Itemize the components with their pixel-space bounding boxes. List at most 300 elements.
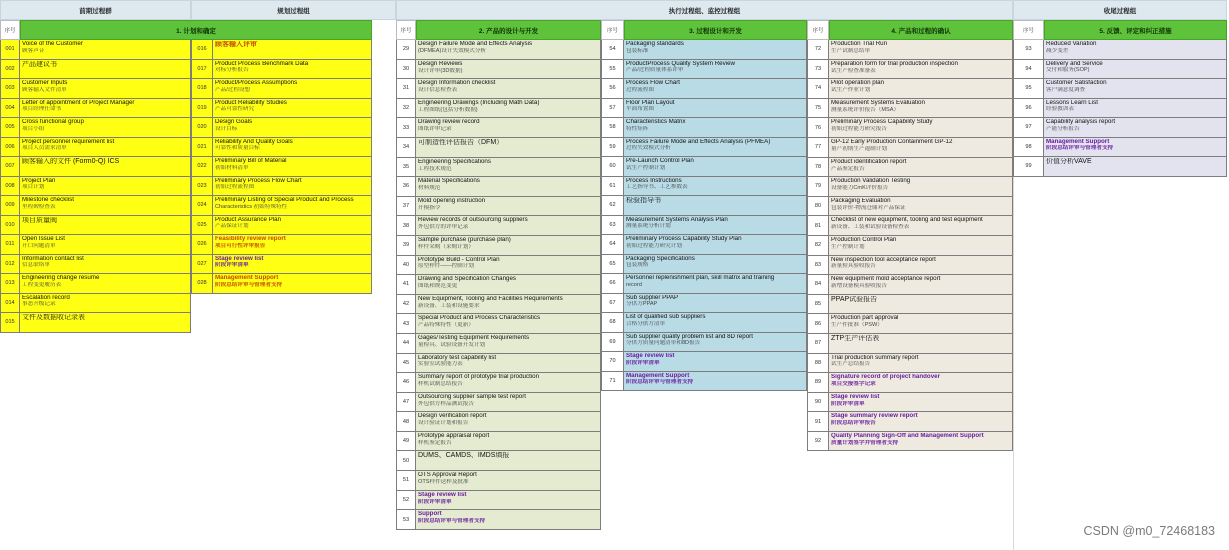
- deliverable-name: Process Failure Mode and Effects Analysis (PFMEA): [626, 138, 771, 145]
- section-number-header: 序号: [1013, 20, 1044, 40]
- table-row: [807, 197, 1013, 217]
- row-number: 73: [807, 60, 829, 79]
- deliverable-cell: [829, 412, 1013, 431]
- deliverable-cell: [829, 197, 1013, 216]
- table-row: [1013, 99, 1227, 119]
- row-number: 003: [0, 79, 20, 98]
- deliverable-name-zh: 量检具、试验设备开发计划: [418, 341, 486, 348]
- deliverable-name: Stage review list: [215, 255, 264, 262]
- table-row: [396, 451, 601, 471]
- deliverable-name: Pre-Launch Control Plan: [626, 158, 694, 164]
- table-row: [601, 157, 807, 177]
- table-row: [807, 138, 1013, 158]
- table-row: [601, 177, 807, 197]
- deliverable-name: Reduced Variation: [1046, 41, 1097, 47]
- deliverable-cell: [829, 60, 1013, 79]
- row-number: 028: [191, 274, 213, 293]
- table-row: [191, 138, 372, 158]
- table-row: [807, 275, 1013, 295]
- deliverable-name: Delivery and Service: [1046, 60, 1103, 67]
- table-row: [1013, 138, 1227, 158]
- table-row: [191, 157, 372, 177]
- row-number: 50: [396, 451, 416, 470]
- row-number: 99: [1013, 157, 1044, 176]
- table-row: [601, 352, 807, 372]
- deliverable-name-zh: 产品/过程设想: [215, 86, 251, 93]
- table-row: [396, 314, 601, 334]
- table-row: [807, 373, 1013, 393]
- deliverable-name-zh: 测量系统评价报告（MSA）: [831, 106, 900, 113]
- deliverable-name: Information contact list: [22, 255, 84, 262]
- row-number: 94: [1013, 60, 1044, 79]
- deliverable-name: Characteristics Matrix: [626, 119, 686, 125]
- deliverable-name: Voice of the Customer: [22, 41, 83, 47]
- deliverable-cell: [1044, 138, 1227, 157]
- row-number: 009: [0, 196, 20, 215]
- deliverable-cell: [213, 235, 372, 254]
- deliverable-name: Letter of appointment of Project Manager: [22, 99, 135, 106]
- deliverable-name-zh: 量产初期生产遏制计划: [831, 145, 887, 152]
- deliverable-cell: [213, 138, 372, 157]
- deliverable-name: 顾客输入的文件 (Form0-Q) ICS: [22, 158, 120, 165]
- deliverable-cell: [1044, 79, 1227, 98]
- deliverable-name: Production Validation Testing: [831, 178, 911, 185]
- deliverable-cell: [1044, 118, 1227, 137]
- deliverable-cell: [829, 177, 1013, 196]
- deliverable-cell: [416, 275, 601, 294]
- deliverable-cell: [20, 313, 191, 332]
- deliverable-name-zh: 材料规范: [418, 185, 441, 192]
- deliverable-cell: [416, 197, 601, 216]
- deliverable-name: Management Support: [1046, 138, 1110, 145]
- deliverable-cell: [624, 196, 807, 215]
- row-number: 016: [191, 40, 213, 59]
- row-number: 46: [396, 373, 416, 392]
- deliverable-cell: [213, 196, 372, 215]
- deliverable-cell: [20, 255, 191, 274]
- row-number: 32: [396, 99, 416, 118]
- row-number: 40: [396, 256, 416, 275]
- deliverable-name-zh: 减少变差: [1046, 47, 1069, 54]
- table-row: [396, 471, 601, 491]
- table-row: [396, 275, 601, 295]
- deliverable-cell: [20, 294, 191, 313]
- table-row: [191, 216, 372, 236]
- deliverable-name: Preparation form for trial production inspection: [831, 60, 958, 67]
- table-row: [807, 393, 1013, 413]
- deliverable-cell: [416, 334, 601, 353]
- table-row: [601, 255, 807, 275]
- deliverable-name-zh: 样机试制总结报告: [418, 381, 463, 388]
- deliverable-name: Stage review list: [831, 393, 880, 400]
- table-row: [191, 235, 372, 255]
- deliverable-name-zh: 样件采购（采购计划）: [418, 243, 474, 250]
- deliverable-name-zh: 产品可靠性研究: [215, 106, 255, 113]
- deliverable-name: Product identification report: [831, 158, 907, 165]
- deliverable-cell: [829, 256, 1013, 275]
- row-number: 49: [396, 432, 416, 451]
- deliverable-name: Open Issue List: [22, 236, 65, 242]
- section-title: 3. 过程设计和开发: [624, 20, 807, 40]
- row-number: 69: [601, 333, 624, 352]
- deliverable-cell: [20, 274, 191, 293]
- row-number: 92: [807, 432, 829, 451]
- deliverable-cell: [829, 314, 1013, 333]
- row-number: 78: [807, 158, 829, 177]
- table-row: [396, 236, 601, 256]
- deliverable-cell: [416, 158, 601, 177]
- phase-header: 前期过程群: [0, 0, 191, 20]
- deliverable-name-zh: 项目计划: [22, 184, 45, 191]
- deliverable-name: Mold opening instruction: [418, 197, 486, 204]
- deliverable-name-zh: 平面布置图: [626, 106, 654, 113]
- table-row: [0, 313, 191, 333]
- section-number-header: 序号: [396, 20, 416, 40]
- table-row: [0, 99, 191, 119]
- deliverable-name-zh: 工程变更履历表: [22, 281, 62, 288]
- deliverable-name-zh: 阶段总结评审与管理者支持: [1046, 145, 1114, 152]
- deliverable-cell: [1044, 40, 1227, 59]
- row-number: 008: [0, 177, 20, 196]
- row-number: 90: [807, 393, 829, 412]
- deliverable-cell: [20, 99, 191, 118]
- deliverable-name-zh: 阶段总结评审与管理者支持: [626, 379, 694, 386]
- deliverable-name: Customer Satisfaction: [1046, 80, 1107, 86]
- deliverable-name-zh: 项目小组: [22, 125, 45, 132]
- column-product-design: [396, 40, 601, 530]
- deliverable-name: Review records of outsourcing suppliers: [418, 217, 528, 224]
- row-number: 013: [0, 274, 20, 293]
- row-number: 62: [601, 196, 624, 215]
- deliverable-name-zh: 质量计划签字并管理者支持: [831, 439, 899, 446]
- row-number: 001: [0, 40, 20, 59]
- deliverable-name-zh: 初始过程能力研究报告: [831, 126, 887, 133]
- deliverable-name: Engineering change resume: [22, 275, 100, 281]
- row-number: 65: [601, 255, 624, 274]
- row-number: 004: [0, 99, 20, 118]
- deliverable-name-zh: 分供方PPAP: [626, 301, 658, 308]
- deliverable-name: 文件及数据收记录表: [22, 314, 85, 321]
- deliverable-name-zh: 外包供方样品测试报告: [418, 400, 474, 407]
- table-row: [601, 372, 807, 392]
- deliverable-cell: [213, 274, 372, 293]
- row-number: 77: [807, 138, 829, 157]
- table-row: [601, 196, 807, 216]
- row-number: 61: [601, 177, 624, 196]
- row-number: 60: [601, 157, 624, 176]
- deliverable-cell: [416, 256, 601, 275]
- row-number: 021: [191, 138, 213, 157]
- deliverable-name: Laboratory test capability list: [418, 354, 497, 361]
- deliverable-name: Project personnel requirement list: [22, 138, 115, 145]
- deliverable-cell: [624, 99, 807, 118]
- table-row: [396, 354, 601, 374]
- row-number: 006: [0, 138, 20, 157]
- deliverable-name: Production part approval: [831, 315, 899, 322]
- row-number: 55: [601, 60, 624, 79]
- deliverable-name-zh: 项目经理任命书: [22, 106, 62, 113]
- table-row: [396, 158, 601, 178]
- deliverable-cell: [624, 313, 807, 332]
- deliverable-name-zh: 外包供方的评审记录: [418, 224, 469, 231]
- deliverable-cell: [829, 393, 1013, 412]
- deliverable-name-zh: 项目交接签字记录: [831, 381, 876, 388]
- row-number: 71: [601, 372, 624, 391]
- deliverable-name-zh: 包装评价-物流仓储对产品保证: [831, 204, 906, 211]
- deliverable-cell: [624, 138, 807, 157]
- row-number: 010: [0, 216, 20, 235]
- phase-header-row: [0, 0, 1229, 20]
- row-number: 027: [191, 255, 213, 274]
- column-validation: [807, 40, 1013, 451]
- table-row: [807, 256, 1013, 276]
- deliverable-name: Process Flow Chart: [626, 80, 680, 86]
- deliverable-name: Drawing and Specification Changes: [418, 276, 517, 283]
- deliverable-name: ZTP生产评估表: [831, 334, 880, 342]
- deliverable-name-zh: 试生产作业计划: [831, 87, 871, 94]
- table-row: [191, 79, 372, 99]
- table-row: [601, 294, 807, 314]
- table-row: [0, 79, 191, 99]
- deliverable-name: Capability analysis report: [1046, 119, 1116, 125]
- deliverable-name-zh: 生产控制计划: [831, 243, 865, 250]
- phase-header: 收尾过程组: [1013, 0, 1227, 20]
- table-row: [601, 118, 807, 138]
- deliverable-cell: [416, 393, 601, 412]
- table-row: [601, 60, 807, 80]
- deliverable-cell: [213, 118, 372, 137]
- row-number: 43: [396, 314, 416, 333]
- deliverable-name-zh: 包装规格: [626, 262, 649, 269]
- deliverable-name-zh: 试生产总结报告: [831, 361, 871, 368]
- deliverable-name: Engineering Drawings (Including Math Data): [418, 99, 540, 106]
- row-number: 80: [807, 197, 829, 216]
- row-number: 67: [601, 294, 624, 313]
- deliverable-cell: [416, 451, 601, 470]
- section-number-header: 序号: [0, 20, 20, 40]
- table-row: [807, 177, 1013, 197]
- section-number-header: 序号: [601, 20, 624, 40]
- deliverable-name: Floor Plan Layout: [626, 99, 675, 106]
- row-number: 018: [191, 79, 213, 98]
- table-row: [191, 196, 372, 216]
- deliverable-name: List of qualified sub suppliers: [626, 314, 706, 320]
- deliverable-cell: [213, 255, 372, 274]
- deliverable-name-zh: 项目人员需求清单: [22, 145, 67, 152]
- table-row: [601, 313, 807, 333]
- table-row: [1013, 157, 1227, 177]
- deliverable-name-zh: 设计验证计划和报告: [418, 420, 469, 427]
- table-row: [601, 274, 807, 294]
- deliverable-cell: [829, 99, 1013, 118]
- deliverable-cell: [624, 216, 807, 235]
- deliverable-name: Packaging Evaluation: [831, 197, 891, 204]
- deliverable-name: Quality Planning Sign-Off and Management Support: [831, 432, 984, 439]
- phase-header: 执行过程组、监控过程组: [396, 0, 1013, 20]
- deliverable-name: Production Control Plan: [831, 236, 897, 243]
- table-row: [807, 118, 1013, 138]
- deliverable-name: Prototype appraisal report: [418, 432, 490, 439]
- deliverable-name: Product Assurance Plan: [215, 216, 282, 223]
- deliverable-name-zh: 设备能力CmK评价报告: [831, 185, 889, 192]
- row-number: 93: [1013, 40, 1044, 59]
- deliverable-cell: [624, 294, 807, 313]
- deliverable-name: GP-12 Early Production Containment GP-12: [831, 138, 953, 145]
- deliverable-name: Process Instructions: [626, 177, 682, 184]
- deliverable-name-zh: 图纸评审记录: [418, 126, 452, 133]
- deliverable-cell: [624, 157, 807, 176]
- deliverable-name-zh: 阶段评审清单: [626, 359, 660, 366]
- deliverable-name: Prototype Build - Control Plan: [418, 256, 500, 263]
- deliverable-name-zh: 客户满意度调查: [1046, 86, 1086, 93]
- deliverable-cell: [829, 295, 1013, 314]
- deliverable-name: Product/Process Assumptions: [215, 80, 298, 86]
- deliverable-cell: [416, 138, 601, 157]
- deliverable-name-zh: 信息联络单: [22, 262, 50, 269]
- deliverable-name: Sub supplier PPAP: [626, 294, 679, 301]
- section-number-header: 序号: [807, 20, 829, 40]
- table-row: [807, 314, 1013, 334]
- row-number: 96: [1013, 99, 1044, 118]
- deliverable-cell: [416, 99, 601, 118]
- deliverable-cell: [416, 510, 601, 529]
- row-number: 57: [601, 99, 624, 118]
- deliverable-name-zh: 阶段评审清单: [418, 498, 452, 505]
- deliverable-name: Escalation record: [22, 294, 70, 301]
- table-row: [396, 334, 601, 354]
- deliverable-name: Engineering Specifications: [418, 158, 491, 165]
- row-number: 63: [601, 216, 624, 235]
- deliverable-name-zh: 顾客声音: [22, 47, 45, 54]
- row-number: 38: [396, 216, 416, 235]
- deliverable-name-zh: 原型样件——控制计划: [418, 263, 474, 270]
- deliverable-cell: [829, 158, 1013, 177]
- deliverable-name: Design verification report: [418, 413, 487, 420]
- row-number: 95: [1013, 79, 1044, 98]
- deliverable-name-zh: 阶段总结评审与管理者支持: [418, 518, 486, 525]
- table-row: [396, 491, 601, 511]
- deliverable-name: Personnel replenishment plan, skill matrix and training: [626, 275, 775, 281]
- deliverable-name-zh: 特性矩阵: [626, 125, 649, 132]
- row-number: 020: [191, 118, 213, 137]
- deliverable-name: Product Reliability Studies: [215, 99, 287, 106]
- row-number: 36: [396, 177, 416, 196]
- table-row: [191, 99, 372, 119]
- deliverable-name: Measurement Systems Evaluation: [831, 99, 925, 106]
- row-number: 026: [191, 235, 213, 254]
- deliverable-name-zh: (DFMEA)设计失效模式分析: [418, 47, 487, 54]
- row-number: 74: [807, 79, 829, 98]
- deliverable-name: Pilot operation plan: [831, 80, 884, 87]
- deliverable-name: Summary report of prototype trial production: [418, 374, 540, 381]
- row-number: 47: [396, 393, 416, 412]
- deliverable-name-zh: 初始材料清单: [215, 164, 249, 171]
- phase-header: 规划过程组: [191, 0, 396, 20]
- row-number: 017: [191, 60, 213, 79]
- table-row: [601, 333, 807, 353]
- deliverable-name: 项目质量阀: [22, 216, 57, 224]
- deliverable-name: DUMS、CAMDS、IMDS填报: [418, 452, 510, 460]
- deliverable-cell: [416, 314, 601, 333]
- table-row: [601, 79, 807, 99]
- deliverable-name-zh: 工程图纸(包括分析数据): [418, 106, 478, 113]
- deliverable-name: Sub supplier quality problem list and 8D report: [626, 333, 753, 340]
- table-row: [0, 255, 191, 275]
- table-row: [191, 255, 372, 275]
- deliverable-name-zh: 新增设备模具验收报告: [831, 283, 887, 290]
- row-number: 81: [807, 216, 829, 235]
- deliverable-cell: [20, 157, 191, 176]
- deliverable-name: Preliminary Process Capability Study Plan: [626, 236, 742, 242]
- deliverable-cell: [624, 274, 807, 293]
- table-row: [0, 177, 191, 197]
- row-number: 51: [396, 471, 416, 490]
- deliverable-cell: [213, 40, 372, 59]
- table-row: [0, 157, 191, 177]
- deliverable-cell: [624, 352, 807, 371]
- deliverable-cell: [1044, 157, 1227, 176]
- table-row: [601, 99, 807, 119]
- deliverable-name: Material Specifications: [418, 178, 480, 185]
- deliverable-cell: [829, 216, 1013, 235]
- deliverable-cell: [624, 60, 807, 79]
- deliverable-name-zh: 事态升级记录: [22, 301, 56, 308]
- row-number: 024: [191, 196, 213, 215]
- row-number: 86: [807, 314, 829, 333]
- deliverable-cell: [213, 177, 372, 196]
- deliverable-name-zh: 测量系统分析计划: [626, 223, 671, 230]
- deliverable-name: Design Failure Mode and Effects Analysis: [418, 41, 533, 47]
- table-row: [1013, 118, 1227, 138]
- deliverable-name: Support: [418, 511, 442, 518]
- deliverable-cell: [416, 354, 601, 373]
- deliverable-name-zh: 产品鉴定报告: [831, 165, 865, 172]
- table-row: [1013, 79, 1227, 99]
- row-number: 52: [396, 491, 416, 510]
- row-number: 011: [0, 235, 20, 254]
- row-number: 54: [601, 40, 624, 59]
- deliverable-name-zh: OTS样件送样及批准: [418, 479, 469, 485]
- deliverable-cell: [416, 236, 601, 255]
- section-title: 5. 反馈、评定和纠正措施: [1044, 20, 1227, 40]
- row-number: 98: [1013, 138, 1044, 157]
- table-row: [191, 60, 372, 80]
- row-number: 39: [396, 236, 416, 255]
- row-number: 33: [396, 118, 416, 137]
- table-row: [396, 295, 601, 315]
- table-row: [807, 432, 1013, 452]
- row-number: 025: [191, 216, 213, 235]
- deliverable-cell: [416, 412, 601, 431]
- deliverable-name: Gages/Testing Equipment Requirements: [418, 334, 530, 341]
- deliverable-name-zh: 包装标准: [626, 47, 649, 54]
- deliverable-cell: [829, 275, 1013, 294]
- deliverable-name: Sample purchase (purchase plan): [418, 236, 511, 243]
- deliverable-cell: [416, 60, 601, 79]
- row-number: 88: [807, 354, 829, 373]
- deliverable-name-zh: 实验室试验能力表: [418, 361, 463, 368]
- table-row: [807, 334, 1013, 354]
- row-number: 35: [396, 158, 416, 177]
- deliverable-name-zh: 新设备、工装和试验设备检查表: [831, 224, 910, 231]
- deliverable-name: Preliminary Process Capability Study: [831, 119, 933, 126]
- deliverable-name-zh: 产品保证计划: [215, 223, 249, 230]
- deliverable-name: Outsourcing supplier sample test report: [418, 393, 526, 400]
- deliverable-cell: [416, 491, 601, 510]
- deliverable-name-zh: record: [626, 281, 642, 288]
- row-number: 014: [0, 294, 20, 313]
- table-row: [807, 295, 1013, 315]
